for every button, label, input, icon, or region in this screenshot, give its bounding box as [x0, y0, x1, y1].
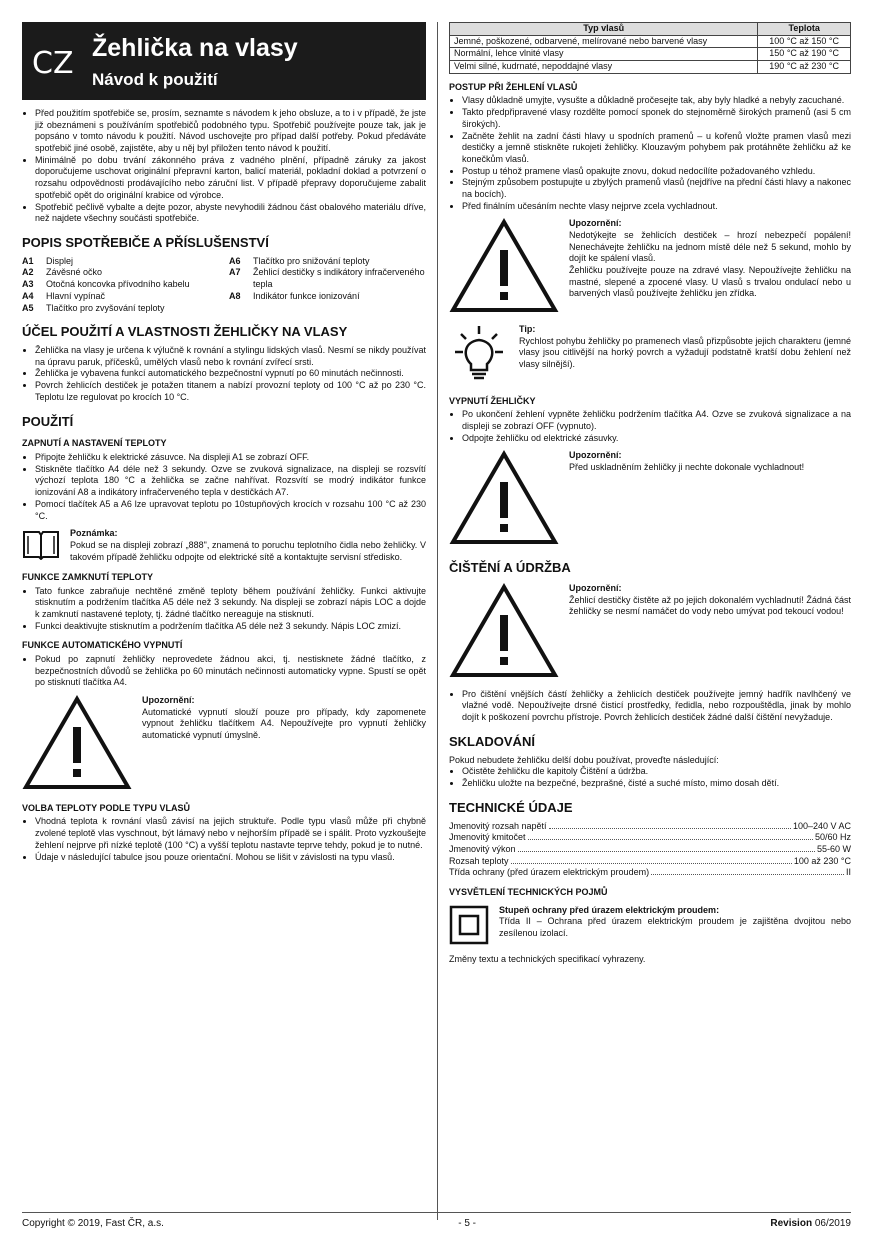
spec-label: Rozsah teploty — [449, 855, 509, 866]
dot-leader — [651, 867, 844, 875]
list-item: • Odpojte žehličku od elektrické zásuvky. — [462, 433, 851, 445]
part-label: Displej — [46, 255, 74, 266]
column-divider — [437, 22, 438, 1220]
table-row — [450, 61, 851, 74]
subsection-heading: FUNKCE AUTOMATICKÉHO VYPNUTÍ — [22, 640, 183, 651]
list-item: • Pokud po zapnutí žehličky neprovedete žádnou akci, tj. nestisknete žádné tlačítko, z bezpečnostních důvodů se žehlička po 60 minutách nečinnosti automaticky vypne. Spustí se opět po stisknutí tlačítka A4. — [35, 654, 426, 689]
dot-leader — [518, 844, 815, 852]
table-header: Typ vlasů — [450, 23, 758, 36]
part-code: A2 — [22, 267, 34, 278]
part-code: A8 — [229, 290, 241, 301]
spec-value: 100 až 230 °C — [793, 855, 851, 866]
warning-text: Nedotýkejte se žehlicích destiček – hrozí nebezpečí popálení! Nenechávejte žehličku na jednom místě déle než 5 sekund, mohlo by dojít ke spálení vlasů. — [569, 230, 851, 264]
dot-leader — [528, 832, 813, 840]
list-item: • Minimálně po dobu trvání zákonného práva z vadného plnění, případně záruky za jakost doporučujeme uschovat originální přepravní karton, balicí materiál, pokladní doklad a potvrzení o rozsahu odpovědnosti prodávajícího nebo záruční list. V případě přepravy doporučujeme zabalit spotřebič opět do originální krabice od výrobce. — [35, 155, 426, 202]
tech-specs — [449, 821, 851, 879]
temperature-table — [449, 22, 851, 74]
page-subtitle: Návod k použití — [92, 70, 218, 89]
list-item: • Funkci deaktivujte stisknutím a podržením tlačítka A5 déle než 3 sekundy. Nápis LOC zmizí. — [35, 621, 426, 633]
language-code: CZ — [32, 46, 74, 81]
revision-date: 06/2019 — [814, 1218, 851, 1229]
list-item: • Žehlička na vlasy je určena k výlučně k rovnání a stylingu lidských vlasů. Nesmí se nikdy používat na úpravu paruk, příčesků, umělých vlasů nebo k rovnání zvířecí srsti. — [35, 345, 426, 368]
section-heading: TECHNICKÉ ÚDAJE — [449, 799, 573, 815]
warning-text: Žehličku používejte pouze na zdravé vlasy. Nepoužívejte žehličku na mastné, slepené a zpocené vlasy. U vlasů s trvalou ondulací nebo u barvených vlasů používejte žehličku jen zřídka. — [569, 265, 851, 299]
storage-list — [449, 766, 851, 789]
part-label: Tlačítko pro zvyšování teploty — [46, 302, 165, 313]
list-item: • Takto předpřipravené vlasy rozdělte pomocí sponek do stejnoměrně širokých pramenů (asi 5 cm širokých). — [462, 107, 851, 130]
list-item: • Údaje v následující tabulce jsou pouze orientační. Mohou se lišit v závislosti na typu vlasů. — [35, 852, 426, 864]
warning-icon — [449, 218, 559, 318]
off-list — [449, 409, 851, 444]
warning-icon — [449, 583, 559, 683]
table-cell: Jemné, poškozené, odbarvené, melírované nebo barvené vlasy — [450, 35, 758, 48]
part-code: A3 — [22, 279, 34, 290]
note-block — [22, 528, 426, 564]
table-cell: Velmi silné, kudrnaté, nepoddajné vlasy — [450, 61, 758, 74]
spec-value: II — [845, 867, 851, 878]
purpose-list — [22, 345, 426, 403]
parts-column — [229, 256, 426, 314]
list-item: • Připojte žehličku k elektrické zásuvce. Na displeji A1 se zobrazí OFF. — [35, 452, 426, 464]
list-item: • Žehlička je vybavena funkcí automatického bezpečnostní vypnutí po 60 minutách nečinnosti. — [35, 368, 426, 380]
spec-row — [449, 867, 851, 879]
part-item — [22, 303, 219, 315]
term-title: Stupeň ochrany před úrazem elektrickým proudem: — [499, 904, 720, 915]
page-title: Žehlička na vlasy — [92, 34, 298, 62]
warning-block — [449, 583, 851, 683]
list-item: • Po ukončení žehlení vypněte žehličku podržením tlačítka A4. Ozve se zvuková signalizace a na displeji se zobrazí OFF (vypnuto). — [462, 409, 851, 432]
part-item — [229, 267, 426, 290]
note-title: Poznámka: — [70, 528, 118, 539]
spec-row — [449, 844, 851, 856]
dot-leader — [549, 821, 791, 829]
list-item: • Začněte žehlit na zadní části hlavy u spodních pramenů – u kořenů vložte pramen vlasů mezi destičky a jemně stiskněte rukojeti žehličky. Klouzavým pohybem pak protáhněte žehličku až ke konečkům vlasů. — [462, 131, 851, 166]
procedure-list — [449, 95, 851, 212]
note-text: Pokud se na displeji zobrazí „888", znamená to poruchu teplotního čidla nebo žehličky. V takovém případě žehličku odpojte od elektrické sítě a kontaktujte servisní středisko. — [70, 539, 426, 562]
spec-label: Jmenovitý rozsah napětí — [449, 820, 547, 831]
part-code: A1 — [22, 255, 34, 266]
table-header: Teplota — [758, 23, 851, 36]
book-icon — [22, 528, 60, 564]
tip-block — [449, 324, 851, 388]
part-label: Otočná koncovka přívodního kabelu — [46, 279, 190, 290]
part-item — [229, 256, 426, 268]
list-item: • Vlasy důkladně umyjte, vysušte a důkladně pročesejte tak, aby byly hladké a nebyly zacuchané. — [462, 95, 851, 107]
part-item — [22, 267, 219, 279]
table-cell: Normální, lehce vlnité vlasy — [450, 48, 758, 61]
temp-list — [22, 816, 426, 863]
parts-list — [22, 256, 426, 314]
page-number: - 5 - — [458, 1218, 477, 1229]
auto-list — [22, 654, 426, 689]
warning-block — [449, 450, 851, 550]
warning-text: Žehlicí destičky čistěte až po jejich dokonalém vychladnutí! Žádná část žehličky se nesmí namáčet do vody nebo umývat pod tekoucí vodou! — [569, 594, 851, 617]
table-cell: 100 °C až 150 °C — [758, 35, 851, 48]
part-label: Závěsné očko — [46, 267, 103, 278]
warning-text: Automatické vypnutí slouží pouze pro případy, kdy zapomenete vypnout žehličku tlačítkem A4. Nepoužívejte pro vypnutí žehličky automatické vypnutí úmyslně. — [142, 706, 426, 741]
lightbulb-icon — [449, 324, 509, 388]
warning-title: Upozornění: — [142, 695, 195, 706]
on-list — [22, 452, 426, 522]
part-code: A6 — [229, 255, 241, 266]
subsection-heading: FUNKCE ZAMKNUTÍ TEPLOTY — [22, 571, 153, 582]
section-heading: SKLADOVÁNÍ — [449, 733, 535, 749]
part-label: Žehlicí destičky s indikátory infračerveného tepla — [253, 267, 425, 290]
part-label: Hlavní vypínač — [46, 290, 106, 301]
right-column — [449, 22, 851, 966]
spec-value: 55-60 W — [816, 843, 851, 854]
section-heading: POPIS SPOTŘEBIČE A PŘÍSLUŠENSTVÍ — [22, 234, 269, 250]
part-label: Indikátor funkce ionizování — [253, 290, 360, 301]
double-insulation-icon — [449, 905, 489, 949]
spec-label: Jmenovitý kmitočet — [449, 832, 526, 843]
warning-title: Upozornění: — [569, 218, 622, 229]
tip-text: Rychlost pohybu žehličky po pramenech vlasů přizpůsobte jejich charakteru (jemné vlasy jsou citlivější na horký povrch a vyžadují podstatně kratší dobu žehlení než vlasy silnější). — [519, 335, 851, 370]
lock-list — [22, 586, 426, 633]
spec-label: Jmenovitý výkon — [449, 843, 516, 854]
spec-row — [449, 856, 851, 868]
title-banner — [22, 22, 426, 100]
list-item: • Postup u téhož pramene vlasů opakujte znovu, dokud nedocílíte požadovaného vzhledu. — [462, 166, 851, 178]
spec-value: 100–240 V AC — [792, 820, 851, 831]
warning-text: Před uskladněním žehličky ji nechte dokonale vychladnout! — [569, 462, 805, 473]
page-footer — [22, 1212, 851, 1230]
part-item — [229, 291, 426, 303]
revision — [770, 1217, 851, 1230]
left-column — [22, 22, 426, 863]
part-code: A5 — [22, 302, 34, 313]
subsection-heading: ZAPNUTÍ A NASTAVENÍ TEPLOTY — [22, 438, 167, 449]
term-block — [449, 905, 851, 949]
part-label: Tlačítko pro snižování teploty — [253, 255, 370, 266]
subsection-heading: VOLBA TEPLOTY PODLE TYPU VLASŮ — [22, 802, 191, 813]
list-item: • Očistěte žehličku dle kapitoly Čištění a údržba. — [462, 766, 851, 778]
term-text: Třída II – Ochrana před úrazem elektrickým proudem je zajištěna dvojitou nebo zesílenou izolací. — [499, 916, 851, 939]
list-item: • Žehličku uložte na bezpečné, bezprašné, čisté a suché místo, mimo dosah dětí. — [462, 778, 851, 790]
section-heading: ČIŠTĚNÍ A ÚDRŽBA — [449, 560, 571, 576]
dot-leader — [511, 856, 792, 864]
spec-row — [449, 832, 851, 844]
warning-icon — [449, 450, 559, 550]
warning-title: Upozornění: — [569, 450, 622, 461]
list-item: • Vhodná teplota k rovnání vlasů závisí na jejich struktuře. Podle typu vlasů může při chybně zvolené teplotě vlas vyschnout, být lámavý nebo v nejhorším případě se i spálit. Proto vyzkoušejte žehlení nejprve při nízké teplotě (100 °C) a vyšší teplotu nastavte teprve tehdy, pokud je to nutné. — [35, 816, 426, 851]
spec-value: 50/60 Hz — [814, 832, 851, 843]
subsection-heading: VYSVĚTLENÍ TECHNICKÝCH POJMŮ — [449, 887, 608, 898]
list-item: • Povrch žehlicích destiček je potažen titanem a nabízí provozní teploty od 100 °C až po 230 °C. Teplotu lze regulovat po krocích 10 °C. — [35, 380, 426, 403]
copyright: Copyright © 2019, Fast ČR, a.s. — [22, 1218, 164, 1229]
tip-title: Tip: — [519, 324, 536, 334]
list-item: • Před finálním učesáním nechte vlasy nejprve zcela vychladnout. — [462, 201, 851, 213]
section-heading: ÚČEL POUŽITÍ A VLASTNOSTI ŽEHLIČKY NA VLASY — [22, 324, 348, 340]
warning-block — [449, 218, 851, 318]
revision-label: Revision — [770, 1218, 813, 1229]
table-row — [450, 48, 851, 61]
part-item — [22, 256, 219, 268]
warning-block — [22, 695, 426, 795]
list-item: • Tato funkce zabraňuje nechtěné změně teploty během používání žehličky. Funkci aktivujte stisknutím a podržením tlačítka A5 déle než 3 sekundy. Na displeji se zobrazí nápis LOC a dojde k zamknutí nastavené teploty, tj. žádné tlačítko nereaguje na stisknutí. — [35, 586, 426, 621]
part-code: A4 — [22, 290, 34, 301]
disclaimer: Změny textu a technických specifikací vyhrazeny. — [449, 954, 646, 965]
subsection-heading: VYPNUTÍ ŽEHLIČKY — [449, 395, 536, 406]
parts-column — [22, 256, 219, 314]
list-item: • Před použitím spotřebiče se, prosím, seznamte s návodem k jeho obsluze, a to i v případě, že jste již obeznámeni s používáním spotřebičů podobného typu. Spotřebič používejte pouze tak, jak je popsáno v tomto návodu k použití. Návod uschovejte pro případ další potřeby. Pokud předáváte spotřebič jiné osobě, zajistěte, aby u něj byl přiložen tento návod k použití. — [35, 108, 426, 155]
list-item: • Stiskněte tlačítko A4 déle než 3 sekundy. Ozve se zvuková signalizace, na displeji se rozsvítí výchozí teplota 180 °C a žehlička se začne nahřívat. Rozsvítí se modrý indikátor funkce ionizování A8 a indikátory infračerveného tepla v destičkách A7. — [35, 464, 426, 499]
section-heading: POUŽITÍ — [22, 413, 74, 429]
list-item: • Pomocí tlačítek A5 a A6 lze upravovat teplotu po 10stupňových krocích v rozsahu 100 °C až 230 °C. — [35, 499, 426, 522]
part-code: A7 — [229, 267, 241, 278]
spec-label: Třída ochrany (před úrazem elektrickým proudem) — [449, 867, 650, 878]
table-row — [450, 35, 851, 48]
part-item — [22, 291, 219, 303]
warning-title: Upozornění: — [569, 583, 622, 594]
table-cell: 150 °C až 190 °C — [758, 48, 851, 61]
intro-list — [22, 108, 426, 225]
part-item — [22, 279, 219, 291]
spec-row — [449, 821, 851, 833]
table-cell: 190 °C až 230 °C — [758, 61, 851, 74]
warning-icon — [22, 695, 132, 795]
subsection-heading: POSTUP PŘI ŽEHLENÍ VLASŮ — [449, 81, 578, 92]
cleaning-list — [449, 689, 851, 724]
list-item: • Pro čištění vnějších částí žehličky a žehlicích destiček používejte jemný hadřík navlhčený ve vlažné vodě. Nepoužívejte drsné čisticí prostředky, ředidla, nebo rozpouštědla, jinak by mohlo dojít k poškození povrchu přístroje. Povrch žehlicích destiček žádné další čištění nevyžaduje. — [462, 689, 851, 724]
list-item: • Stejným způsobem postupujte u zbylých pramenů vlasů (nejdříve na přední části hlavy a nakonec na bocích). — [462, 177, 851, 200]
storage-intro: Pokud nebudete žehličku delší dobu používat, proveďte následující: — [449, 754, 719, 765]
list-item: • Spotřebič pečlivě vybalte a dejte pozor, abyste nevyhodili žádnou část obalového materiálu dříve, než najdete všechny součásti spotřebiče. — [35, 202, 426, 225]
